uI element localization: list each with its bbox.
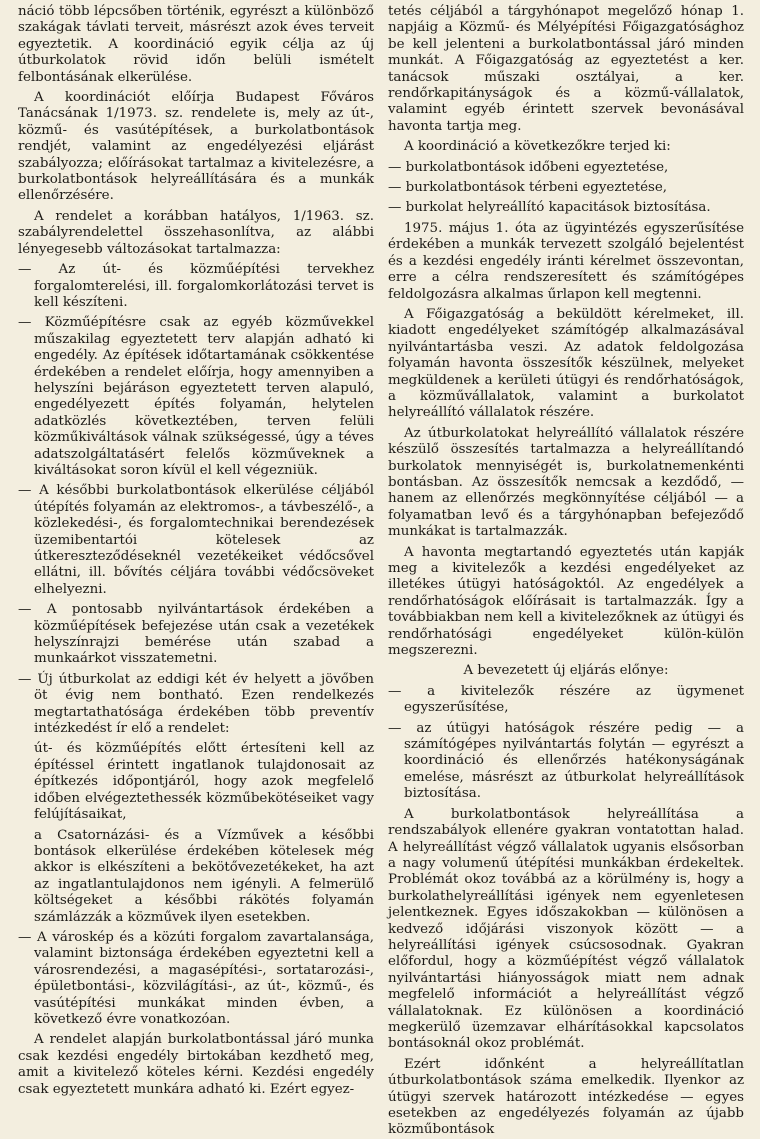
paragraph: Az útburkolatokat helyreállító vállalatok részére készülő összesítés tartalmazza a helyreállítandó burkolatok mennyiségét is, burkolatnemenkénti bontásban. Az összesítők nemcsak a kezdődő, — hanem az ellenőrzés megkönnyítése céljából — a folyamatban levő és a tárgyhónapban befejeződő munkákat is tartalmazzák. [388,425,744,540]
right-column [388,4,744,1138]
paragraph: A koordináció a következőkre terjed ki: [404,139,671,155]
list-item: — burkolatbontások térbeni egyeztetése, [388,180,668,196]
paragraph: A havonta megtartandó egyeztetés után kapják meg a kivitelezők a kezdési engedélyeket az illetékes útügyi hatóságoktól. Az engedélyek a rendőrhatóságok előírásait is tartalmazzák. Így a továbbiakban nem kell a kivitelezőknek az útügyi és rendőrhatósági engedélyeket külön-külön megszerezni. [388,544,744,659]
centered-heading: A bevezetett új eljárás előnye: [463,663,669,679]
paragraph: Ezért időnként a helyreállítatlan útburkolatbontások száma emelkedik. Ilyenkor az útügyi szervek határozott intézkedése — egyes esetekben az engedélyezés folyamán az újabb közműbontások [388,1056,744,1138]
list-item: — Közműépítésre csak az egyéb közművekkel műszakilag egyeztetett terv alapján adható ki engedély. Az építések időtartamának csökkentése érdekében a rendelet előírja, hogy amennyiben a helyszíni bejáráson egyeztetett terven alapuló, engedélyezett építés folyamán, helytelen adatközlés következtében, terven felüli közműkiváltások válnak szükségessé, úgy a téves adatszolgáltatásért felelős közműveknek a kiváltásokat soron kívül el kell végezniük. [18,315,374,478]
paragraph: A rendelet a korábban hatályos, 1/1963. sz. szabályrendelettel összehasonlítva, az alábbi lényegesebb változásokat tartalmazza: [18,208,374,257]
paragraph: 1975. május 1. óta az ügyintézés egyszerűsítése érdekében a munkák tervezett szolgáló bejelentést és a kezdési engedély iránti kérelmet összevontan, erre a célra rendszeresített és számítógépes feldolgozásra alkalmas űrlapon kell megtenni. [388,220,744,302]
list-item: — Új útburkolat az eddigi két év helyett a jövőben öt évig nem bontható. Ezen rendelkezés megtartathatósága érdekében több preventív intézkedést ír elő a rendelet: [18,671,374,737]
paragraph: náció több lépcsőben történik, egyrészt a különböző szakágak távlati terveit, másrészt azok éves terveit egyeztetik. A koordináció egyik célja az új útburkolatok rövid időn belüli ismételt felbontásának elkerülése. [18,4,374,85]
sub-paragraph: a Csatornázási- és a Vízművek a későbbi bontások elkerülése érdekében kötelesek még akkor is elkészíteni a bekötővezetékeket, ha azt az ingatlantulajdonos nem igényli. A felmerülő költségeket a későbbi rákötés folyamán számlázzák a közművek ilyen esetekben. [34,827,374,925]
paragraph: A rendelet alapján burkolatbontással járó munka csak kezdési engedély birtokában kezdhető meg, amit a kivitelező köteles kérni. Kezdési engedély csak egyeztetett munkára adható ki. Ezért egyez- [18,1032,374,1097]
list-item: — a kivitelezők részére az ügymenet egyszerűsítése, [388,683,744,716]
left-column [18,4,374,1097]
paragraph: A burkolatbontások helyreállítása a rendszabályok ellenére gyakran vontatottan halad. A helyreállítást végző vállalatok ugyanis elsősorban a nagy volumenű útépítési munkákban érdekeltek. Problémát okoz továbbá az a körülmény is, hogy a burkolathelyreállítási igények nem egyenletesen jelentkeznek. Egyes időszakokban — különösen a kedvező időjárási viszonyok között — a helyreállítási igények csúcsosodnak. Gyakran előfordul, hogy a közműépítést végző vállalatok nyilvántartási hiányosságok miatt nem adnak megfelelő információt a helyreállítást végző vállalatoknak. Ez különösen a koordináció megkerülő üzemzavar elhárításokkal kapcsolatos bontásoknál okoz problémát. [388,806,744,1052]
paragraph: A koordinációt előírja Budapest Főváros Tanácsának 1/1973. sz. rendelete is, mely az út-, közmű- és vasútépítések, a burkolatbontások rendjét, valamint az engedélyezési eljárást szabályozza; előírásokat tartalmaz a kivitelezésre, a burkolatbontások helyreállítására és a munkák ellenőrzésére. [18,90,374,204]
paragraph: A Főigazgatóság a beküldött kérelmeket, ill. kiadott engedélyeket számítógép alkalmazásával nyilvántartásba veszi. Az adatok feldolgozása folyamán havonta összesítők készülnek, melyeket megküldenek a kerületi útügyi és rendőrhatóságok, a közművállalatok, valamint a burkolatot helyreállító vállalatok részére. [388,306,744,421]
list-item: — Az út- és közműépítési tervekhez forgalomterelési, ill. forgalomkorlátozási tervet is kell készíteni. [18,262,374,310]
list-item: — A pontosabb nyilvántartások érdekében a közműépítések befejezése után csak a vezetékek helyszínrajzi bemérése után szabad a munkaárkot visszatemetni. [18,602,374,667]
list-item: — A városkép és a közúti forgalom zavartalansága, valamint biztonsága érdekében egyeztetni kell a városrendezési, a magasépítési-, sortatarozási-, épületbontási-, közvilágítási-, az út-, közmű-, és vasútépítési munkákat minden évben, a következő évre vonatkozóan. [18,929,374,1027]
paragraph: tetés céljából a tárgyhónapot megelőző hónap 1. napjáig a Közmű- és Mélyépítési Főigazgatósághoz be kell jelenteni a burkolatbontással járó minden munkát. A Főigazgatóság az egyeztetést a ker. tanácsok műszaki osztályai, a ker. rendőrkapitányságok és a közmű-vállalatok, valamint egyéb érintett szervek bevonásával havonta tartja meg. [388,4,744,134]
list-item: — az útügyi hatóságok részére pedig — a számítógépes nyilvántartás folytán — egyrészt a koordináció és ellenőrzés hatékonyságának emelése, másrészt az útburkolat helyreállítások biztosítása. [388,720,744,802]
list-item: — burkolatbontások időbeni egyeztetése, [388,159,669,175]
list-item: — A későbbi burkolatbontások elkerülése céljából útépítés folyamán az elektromos-, a távbeszélő-, a közlekedési-, és forgalomtechnikai berendezések üzemibentartói kötelesek az útkereszteződéseknél vezetékeiket védőcsővel ellátni, ill. bővítés céljára további védőcsöveket elhelyezni. [18,483,374,597]
list-item: — burkolat helyreállító kapacitások biztosítása. [388,200,711,216]
sub-paragraph: út- és közműépítés előtt értesíteni kell az építéssel érintett ingatlanok tulajdonosait az építkezés időpontjáról, hogy azok megfelelő időben elvégeztethessék közműbekötéseiket vagy felújításaikat, [34,741,374,823]
